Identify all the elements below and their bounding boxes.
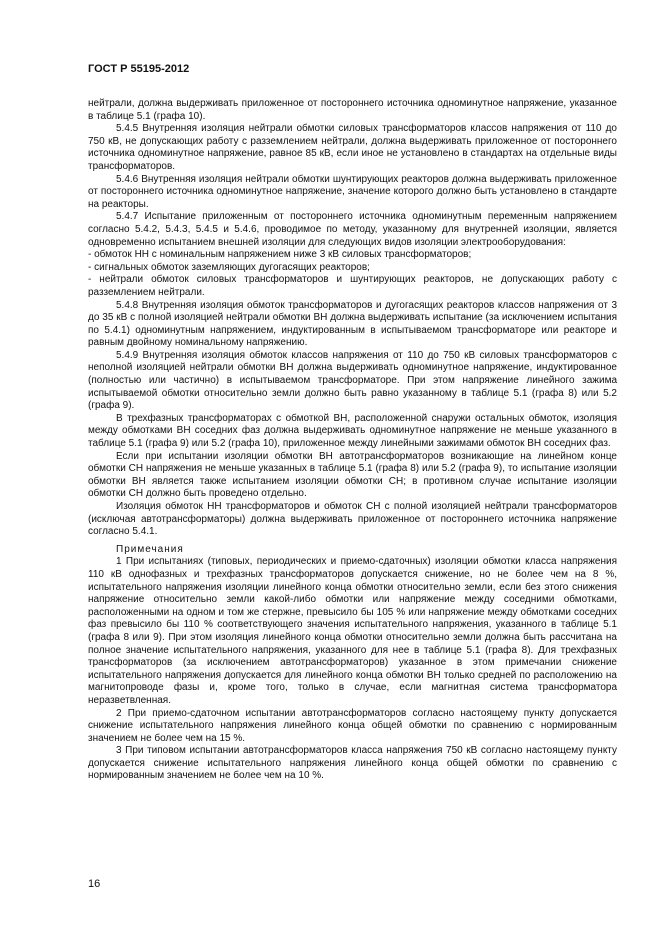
list-item: - обмоток НН с номинальным напряжением ниже 3 кВ силовых трансформаторов; <box>88 249 472 261</box>
paragraph: 5.4.9 Внутренняя изоляция обмоток классов напряжения от 110 до 750 кВ силовых трансформаторов с неполной изоляцией нейтрали обмотки ВН должна выдерживать одноминутное напряжение, индуктированное (полностью или частично) в испытываемом трансформаторе. При этом напряжение линейного зажима испытываемой обмотки относительно земли должно быть равно указанному в таблице 5.1 (графа 8) или 5.2 (графа 9). <box>88 349 617 412</box>
note: 1 При испытаниях (типовых, периодических и приемо-сдаточных) изоляции обмотки класса напряжения 110 кВ однофазных и трехфазных трансформаторов допускается снижение, но не более чем на 8 %, испытательного напряжения изоляции линейного конца обмотки относительно земли, если без этого снижения напряжение относительно земли какой-либо обмотки или напряжение между соседними обмотками, расположенными на одном и том же стержне, превысило бы 105 % или напряжение между обмотками соседних фаз превысило бы 110 % соответствующего значения испытательного напряжения, указанного в таблице 5.1 (графа 8 или 9). При этом изоляция линейного конца обмотки относительно земли должна быть рассчитана на полное значение испытательного напряжения, указанного для нее в таблице 5.1 (графа 8). Для трехфазных трансформаторов (за исключением автотрансформаторов) указанное в этом примечании снижение испытательного напряжения допускается для линейного конца обмотки ВН только средней по расположению на магнитопроводе фазы и, кроме того, только в случае, если магнитная система трансформатора неразветвленная. <box>88 556 617 706</box>
page-number: 16 <box>88 878 101 890</box>
notes-title: Примечания <box>116 543 184 555</box>
paragraph: 5.4.7 Испытание приложенным от постороннего источника одноминутным переменным напряжением согласно 5.4.2, 5.4.3, 5.4.5 и 5.4.6, проводимое по методу, указанному для внутренней изоляции, является одновременно испытанием внешней изоляции для следующих видов изоляции электрооборудования: <box>88 211 617 248</box>
list-item: - сигнальных обмоток заземляющих дугогасящих реакторов; <box>88 261 370 273</box>
paragraph: Изоляция обмоток НН трансформаторов и обмоток СН с полной изоляцией нейтрали трансформаторов (исключая автотрансформаторы) должна выдерживать приложенное от постороннего источника напряжение согласно 5.4.1. <box>88 501 617 538</box>
note: 2 При приемо-сдаточном испытании автотрансформаторов согласно настоящему пункту допускается снижение испытательного напряжения линейного конца общей обмотки по сравнению с нормированным значением не более чем на 15 %. <box>88 707 617 744</box>
note: 3 При типовом испытании автотрансформаторов класса напряжения 750 кВ согласно настоящему пункту допускается снижение испытательного напряжения линейного конца общей обмотки по сравнению с нормированным значением не более чем на 10 %. <box>88 745 617 782</box>
paragraph: В трехфазных трансформаторах с обмоткой ВН, расположенной снаружи остальных обмоток, изоляция между обмотками ВН соседних фаз должна выдерживать одноминутное напряжение не меньше указанного в таблице 5.1 (графа 9) или 5.2 (графа 10), приложенное между линейными зажимами обмоток ВН соседних фаз. <box>88 412 617 450</box>
paragraph: 5.4.5 Внутренняя изоляция нейтрали обмотки силовых трансформаторов классов напряжения от 110 до 750 кВ, не допускающих работу с разземлением нейтрали, должна выдерживать приложенное от постороннего источника одноминутное напряжение, равное 85 кВ, если иное не установлено в стандартах на отдельные виды трансформаторов. <box>88 123 617 172</box>
paragraph: 5.4.6 Внутренняя изоляция нейтрали обмотки шунтирующих реакторов должна выдерживать приложенное от постороннего источника одноминутное напряжение, значение которого должно быть установлено в стандарте на реакторы. <box>88 173 617 210</box>
document-body <box>88 98 617 783</box>
paragraph: нейтрали, должна выдерживать приложенное от постороннего источника одноминутное напряжение, указанное в таблице 5.1 (графа 10). <box>88 98 617 122</box>
document-header: ГОСТ Р 55195-2012 <box>88 63 190 75</box>
paragraph: 5.4.8 Внутренняя изоляция обмоток трансформаторов и дугогасящих реакторов классов напряжения от 3 до 35 кВ с полной изоляцией нейтрали обмотки ВН должна выдерживать испытание (за исключением испытания по 5.4.1) одноминутным напряжением, индуктированным в испытываемом трансформаторе или реакторе и равным двойному номинальному напряжению. <box>88 299 617 349</box>
paragraph: Если при испытании изоляции обмотки ВН автотрансформаторов возникающие на линейном конце обмотки СН напряжения не меньше указанных в таблице 5.1 (графа 8) или 5.2 (графа 9), то испытание изоляции обмотки ВН является также испытанием изоляции обмотки СН; в противном случае испытание изоляции обмотки СН должно быть проведено отдельно. <box>88 450 617 500</box>
list-item: - нейтрали обмоток силовых трансформаторов и шунтирующих реакторов, не допускающих работу с разземлением нейтрали. <box>88 274 617 298</box>
